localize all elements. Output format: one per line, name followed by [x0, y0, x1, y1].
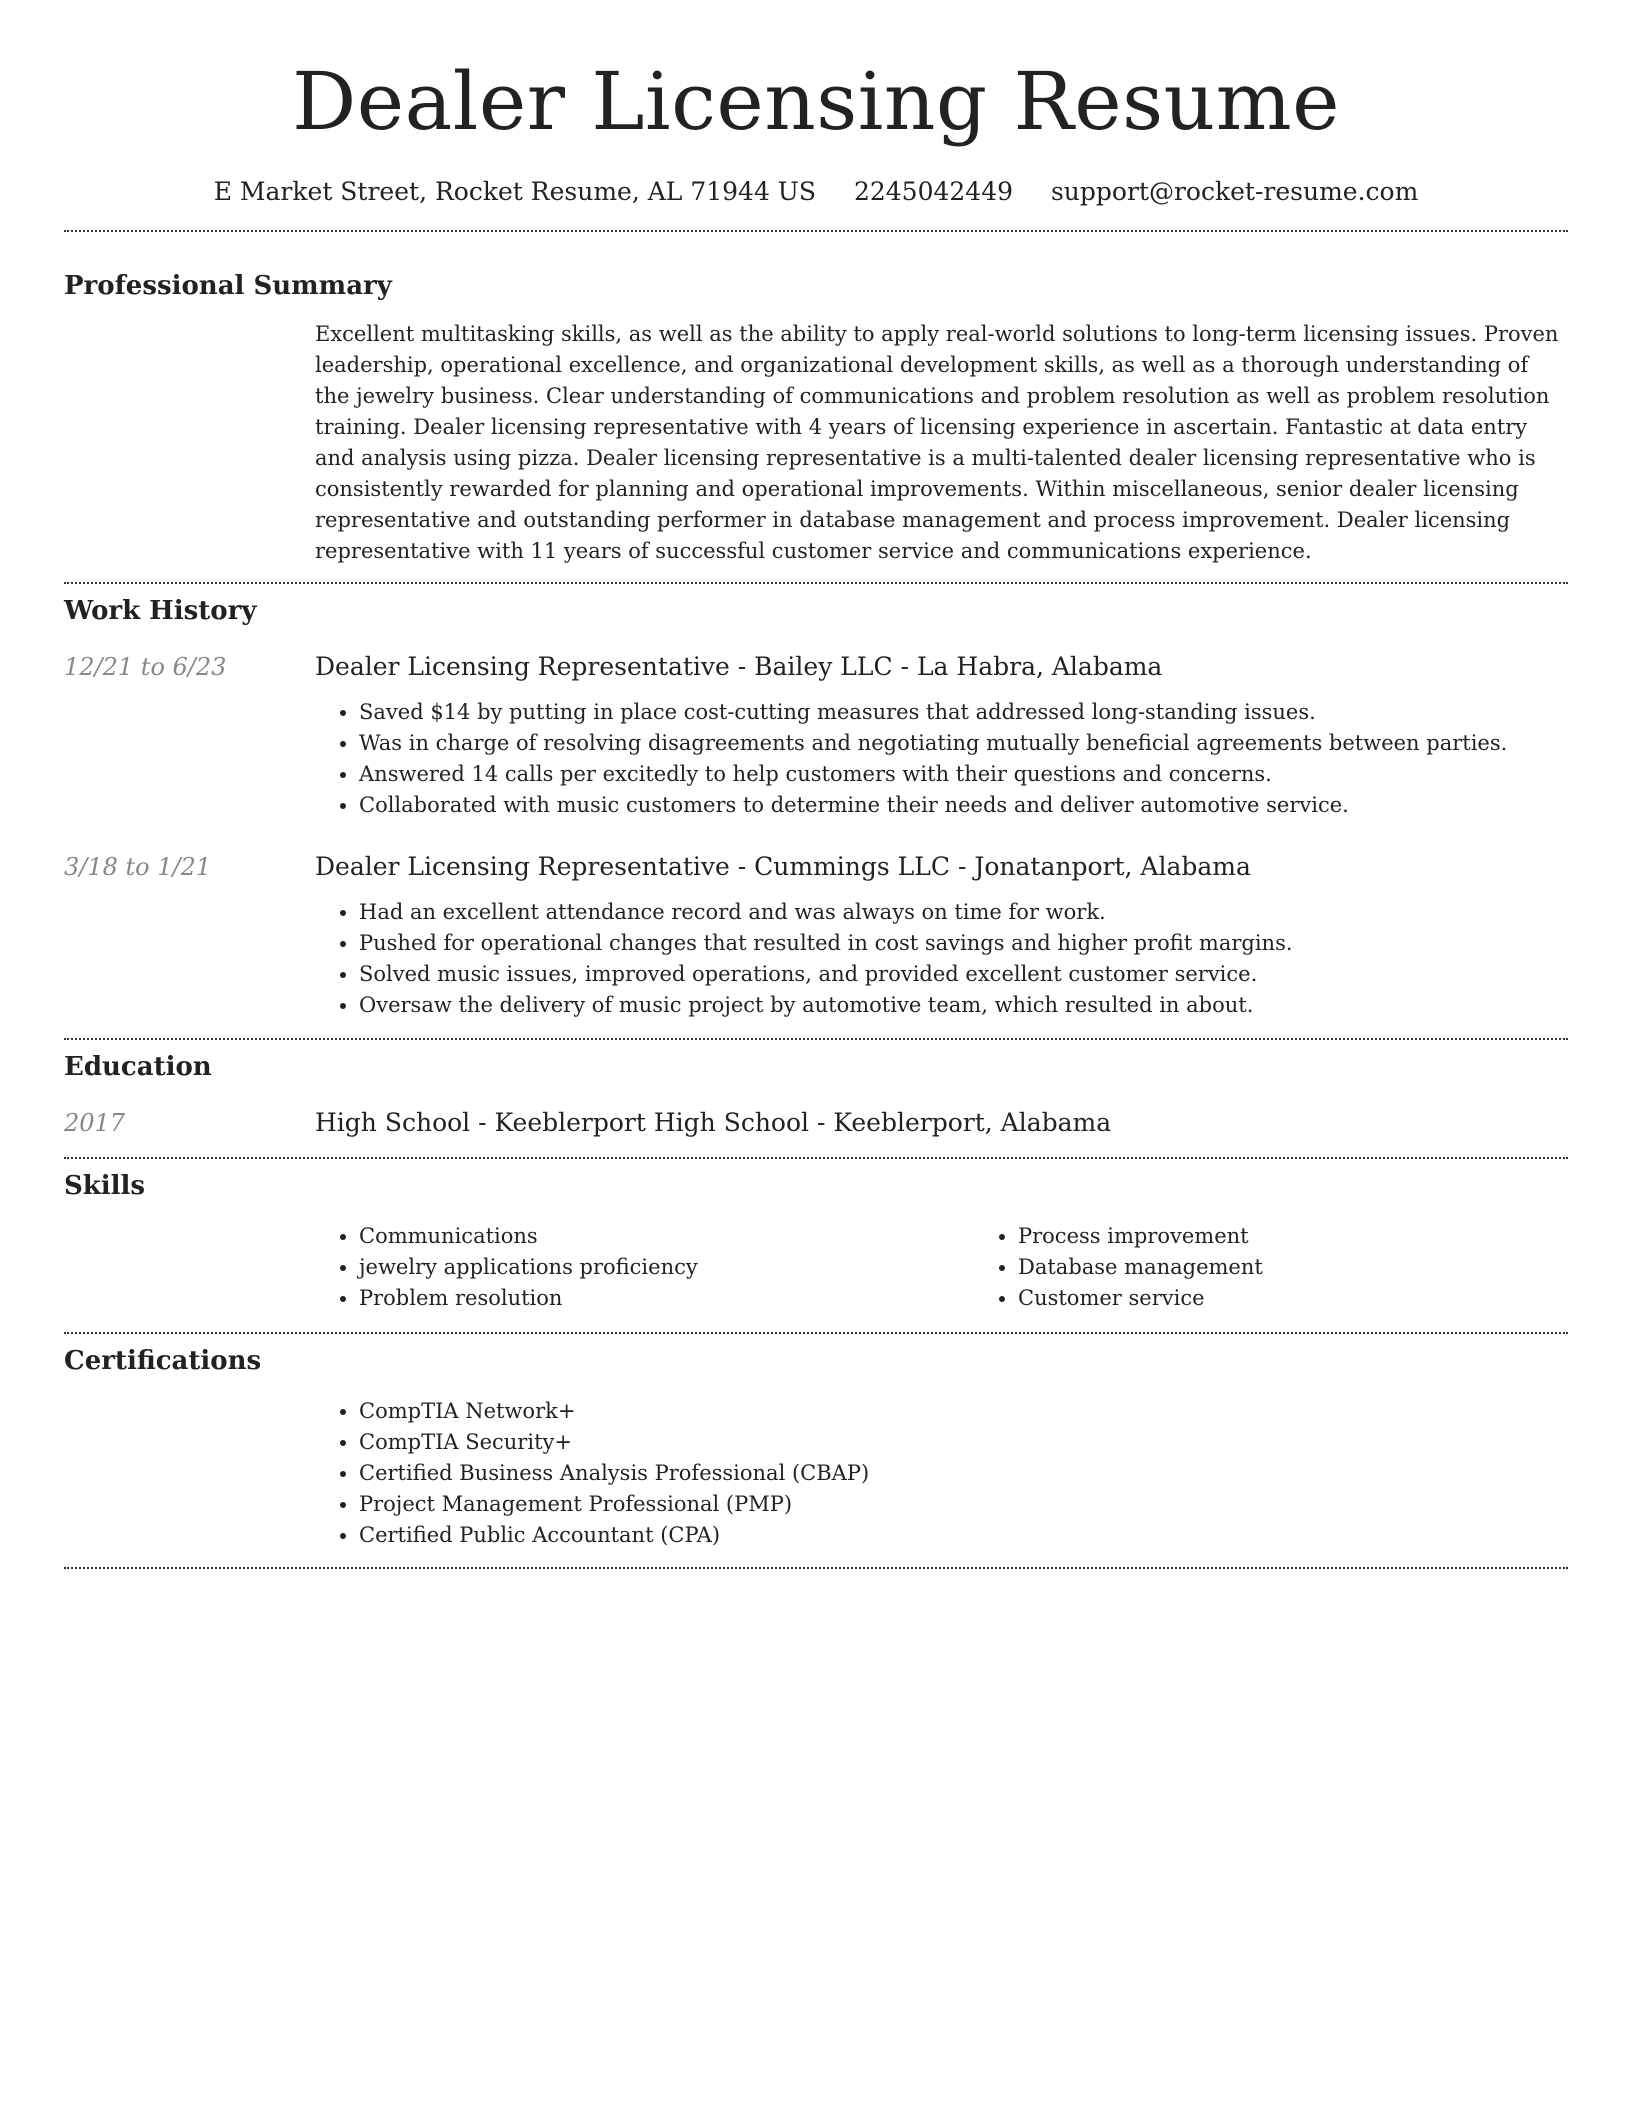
divider — [64, 1332, 1568, 1334]
job-dates: 12/21 to 6/23 — [64, 653, 227, 681]
job-entry — [64, 649, 1568, 821]
divider — [64, 582, 1568, 584]
contact-email: support@rocket-resume.com — [1050, 177, 1419, 206]
list-item: • Collaborated with music customers to determine their needs and deliver automotive service. — [359, 790, 1568, 821]
certifications-section — [64, 1343, 1568, 1551]
education-section — [64, 1049, 1568, 1141]
skills-section — [64, 1168, 1568, 1314]
job-bullets — [315, 697, 1568, 821]
contact-address: E Market Street, Rocket Resume, AL 71944 US — [213, 177, 816, 206]
section-heading: Education — [64, 1052, 212, 1082]
list-item: • Had an excellent attendance record and was always on time for work. — [359, 897, 1568, 928]
job-title: Dealer Licensing Representative - Bailey LLC - La Habra, Alabama — [315, 652, 1163, 681]
education-dates: 2017 — [64, 1109, 126, 1137]
summary-section — [64, 268, 1568, 567]
list-item: • Process improvement — [1018, 1221, 1632, 1252]
job-entry — [64, 849, 1568, 1021]
skills-grid — [315, 1221, 1568, 1314]
list-item: • Certified Business Analysis Professional (CBAP) — [359, 1458, 1568, 1489]
divider — [64, 1157, 1568, 1159]
list-item: • CompTIA Network+ — [359, 1396, 1568, 1427]
list-item: • CompTIA Security+ — [359, 1427, 1568, 1458]
job-dates: 3/18 to 1/21 — [64, 853, 212, 881]
list-item: • Communications — [359, 1221, 974, 1252]
job-bullets — [315, 897, 1568, 1021]
divider — [64, 1038, 1568, 1040]
section-heading: Skills — [64, 1171, 146, 1201]
certifications-list — [315, 1396, 1568, 1551]
work-history-section — [64, 593, 1568, 1021]
list-item: • Certified Public Accountant (CPA) — [359, 1520, 1568, 1551]
job-title: Dealer Licensing Representative - Cummings LLC - Jonatanport, Alabama — [315, 852, 1251, 881]
resume-page — [64, 0, 1568, 1569]
skills-list-left — [315, 1221, 974, 1314]
skills-list-right — [974, 1221, 1632, 1314]
list-item: • Saved $14 by putting in place cost-cutting measures that addressed long-standing issues. — [359, 697, 1568, 728]
education-title: High School - Keeblerport High School - Keeblerport, Alabama — [315, 1108, 1112, 1137]
contact-phone: 2245042449 — [853, 177, 1014, 206]
section-heading: Professional Summary — [64, 271, 392, 301]
divider — [64, 1567, 1568, 1569]
list-item: • Solved music issues, improved operations, and provided excellent customer service. — [359, 959, 1568, 990]
list-item: • Database management — [1018, 1252, 1632, 1283]
resume-title: Dealer Licensing Resume — [292, 55, 1340, 148]
section-heading: Certifications — [64, 1346, 262, 1376]
list-item: • Was in charge of resolving disagreements and negotiating mutually beneficial agreements between parties. — [359, 728, 1568, 759]
list-item: • jewelry applications proficiency — [359, 1252, 974, 1283]
list-item: • Answered 14 calls per excitedly to help customers with their questions and concerns. — [359, 759, 1568, 790]
list-item: • Problem resolution — [359, 1283, 974, 1314]
education-entry — [64, 1105, 1568, 1141]
list-item: • Customer service — [1018, 1283, 1632, 1314]
divider — [64, 230, 1568, 232]
contact-line — [64, 172, 1568, 212]
summary-text: Excellent multitasking skills, as well as the ability to apply real-world solutions to long-term licensing issues. Proven leadership, operational excellence, and organizational development skills, as well as a thorough understanding of the jewelry business. Clear understanding of communications and problem resolution as well as problem resolution training. Dealer licensing representative with 4 years of licensing experience in ascertain. Fantastic at data entry and analysis using pizza. Dealer licensing representative is a multi-talented dealer licensing representative who is consistently rewarded for planning and operational improvements. Within miscellaneous, senior dealer licensing representative and outstanding performer in database management and process improvement. Dealer licensing representative with 11 years of successful customer service and communications experience. — [315, 322, 1559, 563]
list-item: • Oversaw the delivery of music project by automotive team, which resulted in about. — [359, 990, 1568, 1021]
list-item: • Project Management Professional (PMP) — [359, 1489, 1568, 1520]
section-heading: Work History — [64, 596, 257, 626]
list-item: • Pushed for operational changes that resulted in cost savings and higher profit margins. — [359, 928, 1568, 959]
